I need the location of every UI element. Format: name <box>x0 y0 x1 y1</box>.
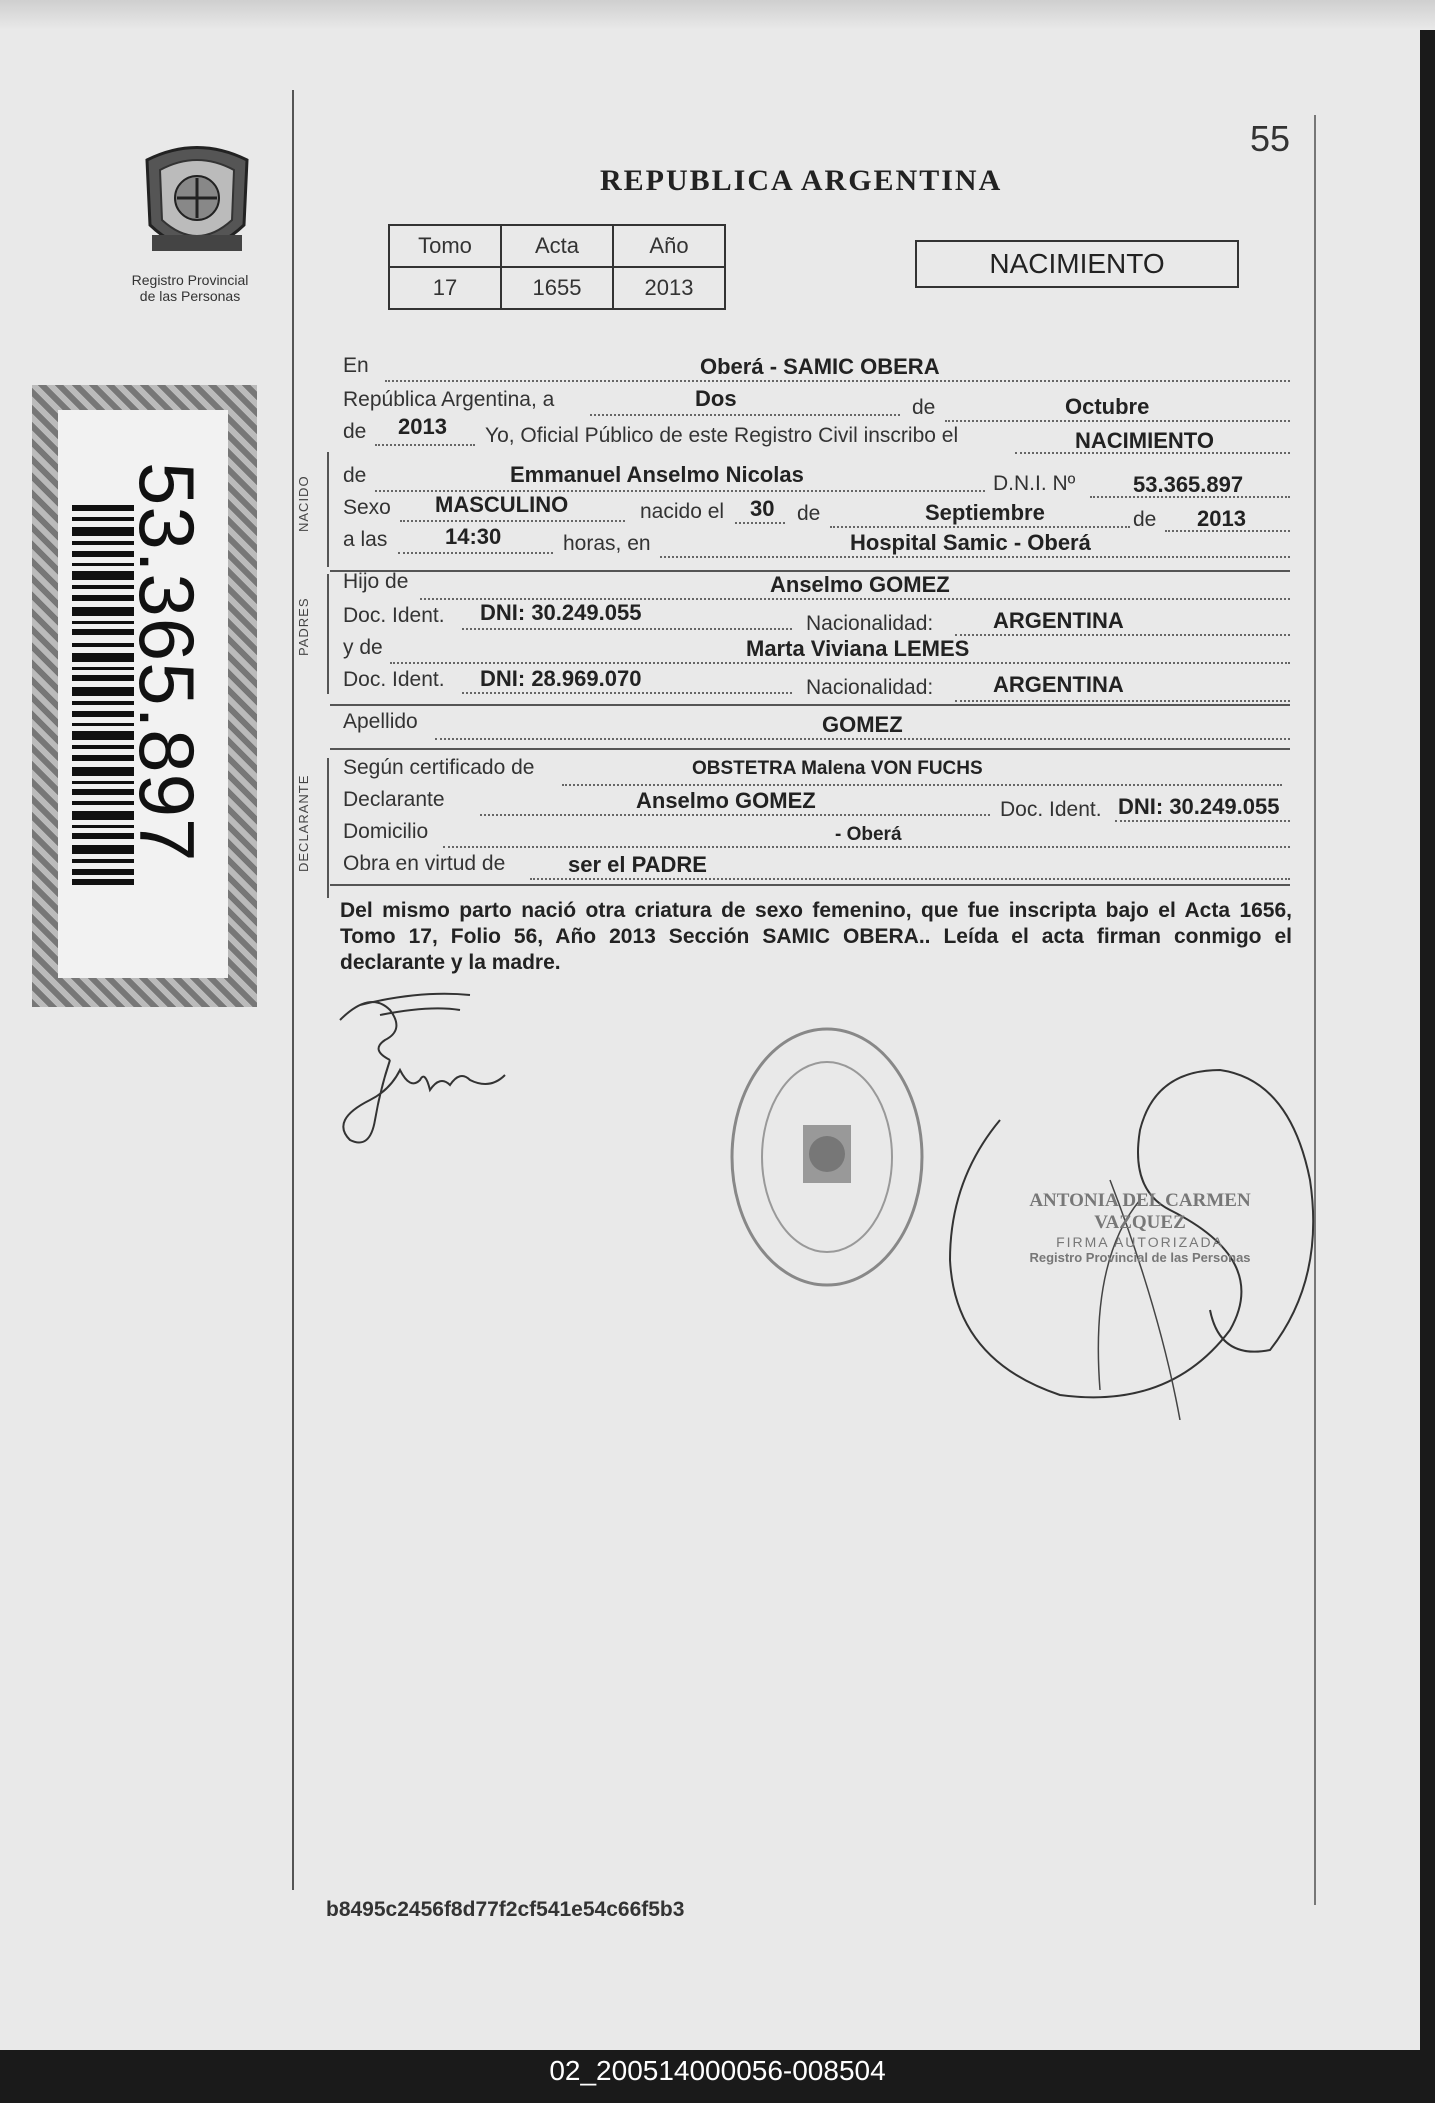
logo-caption-line2: de las Personas <box>139 288 241 304</box>
label-apellido: Apellido <box>343 710 418 733</box>
dotted-line <box>955 634 1290 636</box>
value-lugar: Oberá - SAMIC OBERA <box>700 354 940 379</box>
dotted-line <box>390 662 1290 664</box>
label-dni: D.N.I. Nº <box>993 472 1076 495</box>
section-bracket-declarante <box>327 758 329 898</box>
value-certificado: OBSTETRA Malena VON FUCHS <box>692 758 983 779</box>
barcode-number-text: 53.365.897 <box>123 462 211 863</box>
ref-header-acta: Acta <box>501 225 613 267</box>
scan-footer-id: 02_200514000056-008504 <box>549 2055 886 2086</box>
declarant-signature <box>330 980 520 1155</box>
side-label-padres: PADRES <box>296 597 311 656</box>
logo-caption <box>110 272 270 304</box>
value-madre-nac: ARGENTINA <box>993 672 1124 697</box>
value-declarante-doc: DNI: 30.249.055 <box>1118 794 1280 819</box>
reference-table <box>388 224 726 310</box>
logo-caption-line1: Registro Provincial <box>131 272 249 288</box>
label-doc-ident3: Doc. Ident. <box>1000 798 1102 821</box>
dotted-line <box>462 692 792 694</box>
label-horas-en: horas, en <box>563 532 651 555</box>
section-bracket-padres <box>327 574 329 694</box>
barcode-number <box>123 462 212 942</box>
dotted-line <box>660 556 1290 558</box>
label-hijo-de: Hijo de <box>343 570 409 593</box>
value-domicilio: - Oberá <box>835 824 902 845</box>
label-y-de: y de <box>343 636 383 659</box>
dotted-line <box>562 784 1282 786</box>
dotted-line <box>735 522 785 524</box>
value-mes: Octubre <box>1065 394 1150 419</box>
section-divider <box>330 748 1290 750</box>
label-de-name: de <box>343 464 367 487</box>
value-padre-nac: ARGENTINA <box>993 608 1124 633</box>
label-sexo: Sexo <box>343 496 391 519</box>
value-nombre: Emmanuel Anselmo Nicolas <box>510 462 804 487</box>
label-de-year2: de <box>1133 508 1157 531</box>
side-label-declarante: DECLARANTE <box>296 774 311 872</box>
right-margin-line <box>1314 115 1316 1905</box>
value-padre-doc: DNI: 30.249.055 <box>480 600 642 625</box>
top-shadow <box>0 0 1435 30</box>
section-divider <box>330 704 1290 706</box>
label-doc-ident1: Doc. Ident. <box>343 604 445 627</box>
dotted-line <box>385 380 1290 382</box>
side-label-nacido: NACIDO <box>296 475 311 532</box>
value-anio-nac: 2013 <box>1197 506 1246 531</box>
dotted-line <box>480 814 990 816</box>
value-hora: 14:30 <box>445 524 502 549</box>
value-mes-nac: Septiembre <box>925 500 1045 525</box>
label-declarante: Declarante <box>343 788 445 811</box>
value-dni: 53.365.897 <box>1133 472 1244 497</box>
provincial-seal-logo <box>132 140 262 270</box>
label-obra: Obra en virtud de <box>343 852 506 875</box>
section-bracket-nacido <box>327 452 329 567</box>
dotted-line <box>443 846 1290 848</box>
value-dia: Dos <box>695 386 737 411</box>
value-lugar-nac: Hospital Samic - Oberá <box>850 530 1091 555</box>
label-de-mes: de <box>912 396 936 419</box>
value-sexo: MASCULINO <box>435 492 569 517</box>
dotted-line <box>398 552 553 554</box>
authorized-stamp-text <box>985 1190 1295 1265</box>
dotted-line <box>945 420 1290 422</box>
value-declarante: Anselmo GOMEZ <box>636 788 816 813</box>
stamp-role: FIRMA AUTORIZADA <box>1056 1234 1224 1250</box>
label-de-month2: de <box>797 502 821 525</box>
dotted-line <box>590 414 900 416</box>
value-tipo: NACIMIENTO <box>1075 428 1214 453</box>
label-nacionalidad2: Nacionalidad: <box>806 676 934 699</box>
value-padre: Anselmo GOMEZ <box>770 572 950 597</box>
official-round-stamp <box>725 1020 930 1295</box>
label-republica: República Argentina, a <box>343 388 555 411</box>
label-a-las: a las <box>343 528 388 551</box>
label-nacido-el: nacido el <box>640 500 725 523</box>
dotted-line <box>435 738 1290 740</box>
label-de-year: de <box>343 420 367 443</box>
ref-value-tomo: 17 <box>389 267 501 309</box>
observation-note: Del mismo parto nació otra criatura de sexo femenino, que fue inscripta bajo el Acta 1656, Tomo 17, Folio 56, Año 2013 Sección SAMIC OBERA.. Leída el acta firman conmigo el declarante y la madre. <box>340 899 1292 974</box>
value-dia-nac: 30 <box>750 496 775 521</box>
stamp-office: Registro Provincial de las Personas <box>1029 1250 1251 1265</box>
value-apellido: GOMEZ <box>822 712 903 737</box>
value-obra: ser el PADRE <box>568 852 707 877</box>
stamp-name: ANTONIA DEL CARMEN VAZQUEZ <box>1029 1190 1251 1233</box>
dotted-line <box>530 878 1290 880</box>
page-number: 55 <box>1250 118 1291 159</box>
value-anio: 2013 <box>398 414 447 439</box>
document-hash: b8495c2456f8d77f2cf541e54c66f5b3 <box>326 1898 685 1921</box>
ref-header-anio: Año <box>613 225 725 267</box>
value-madre: Marta Viviana LEMES <box>746 636 970 661</box>
label-en: En <box>343 354 369 377</box>
document-title: REPUBLICA ARGENTINA <box>600 164 1003 197</box>
label-segun: Según certificado de <box>343 756 535 779</box>
label-doc-ident2: Doc. Ident. <box>343 668 445 691</box>
dotted-line <box>375 444 475 446</box>
label-inscribo: Yo, Oficial Público de este Registro Civil inscribo el <box>485 424 959 447</box>
dotted-line <box>400 520 625 522</box>
ref-value-acta: 1655 <box>501 267 613 309</box>
dotted-line <box>955 700 1290 702</box>
left-margin-line <box>292 90 294 1890</box>
label-domicilio: Domicilio <box>343 820 429 843</box>
ref-value-anio: 2013 <box>613 267 725 309</box>
label-nacionalidad1: Nacionalidad: <box>806 612 934 635</box>
ref-header-tomo: Tomo <box>389 225 501 267</box>
record-type-box: NACIMIENTO <box>915 240 1239 288</box>
dotted-line <box>462 628 792 630</box>
dotted-line <box>830 526 1130 528</box>
value-madre-doc: DNI: 28.969.070 <box>480 666 642 691</box>
dotted-line <box>1115 820 1290 822</box>
section-divider <box>330 884 1290 886</box>
